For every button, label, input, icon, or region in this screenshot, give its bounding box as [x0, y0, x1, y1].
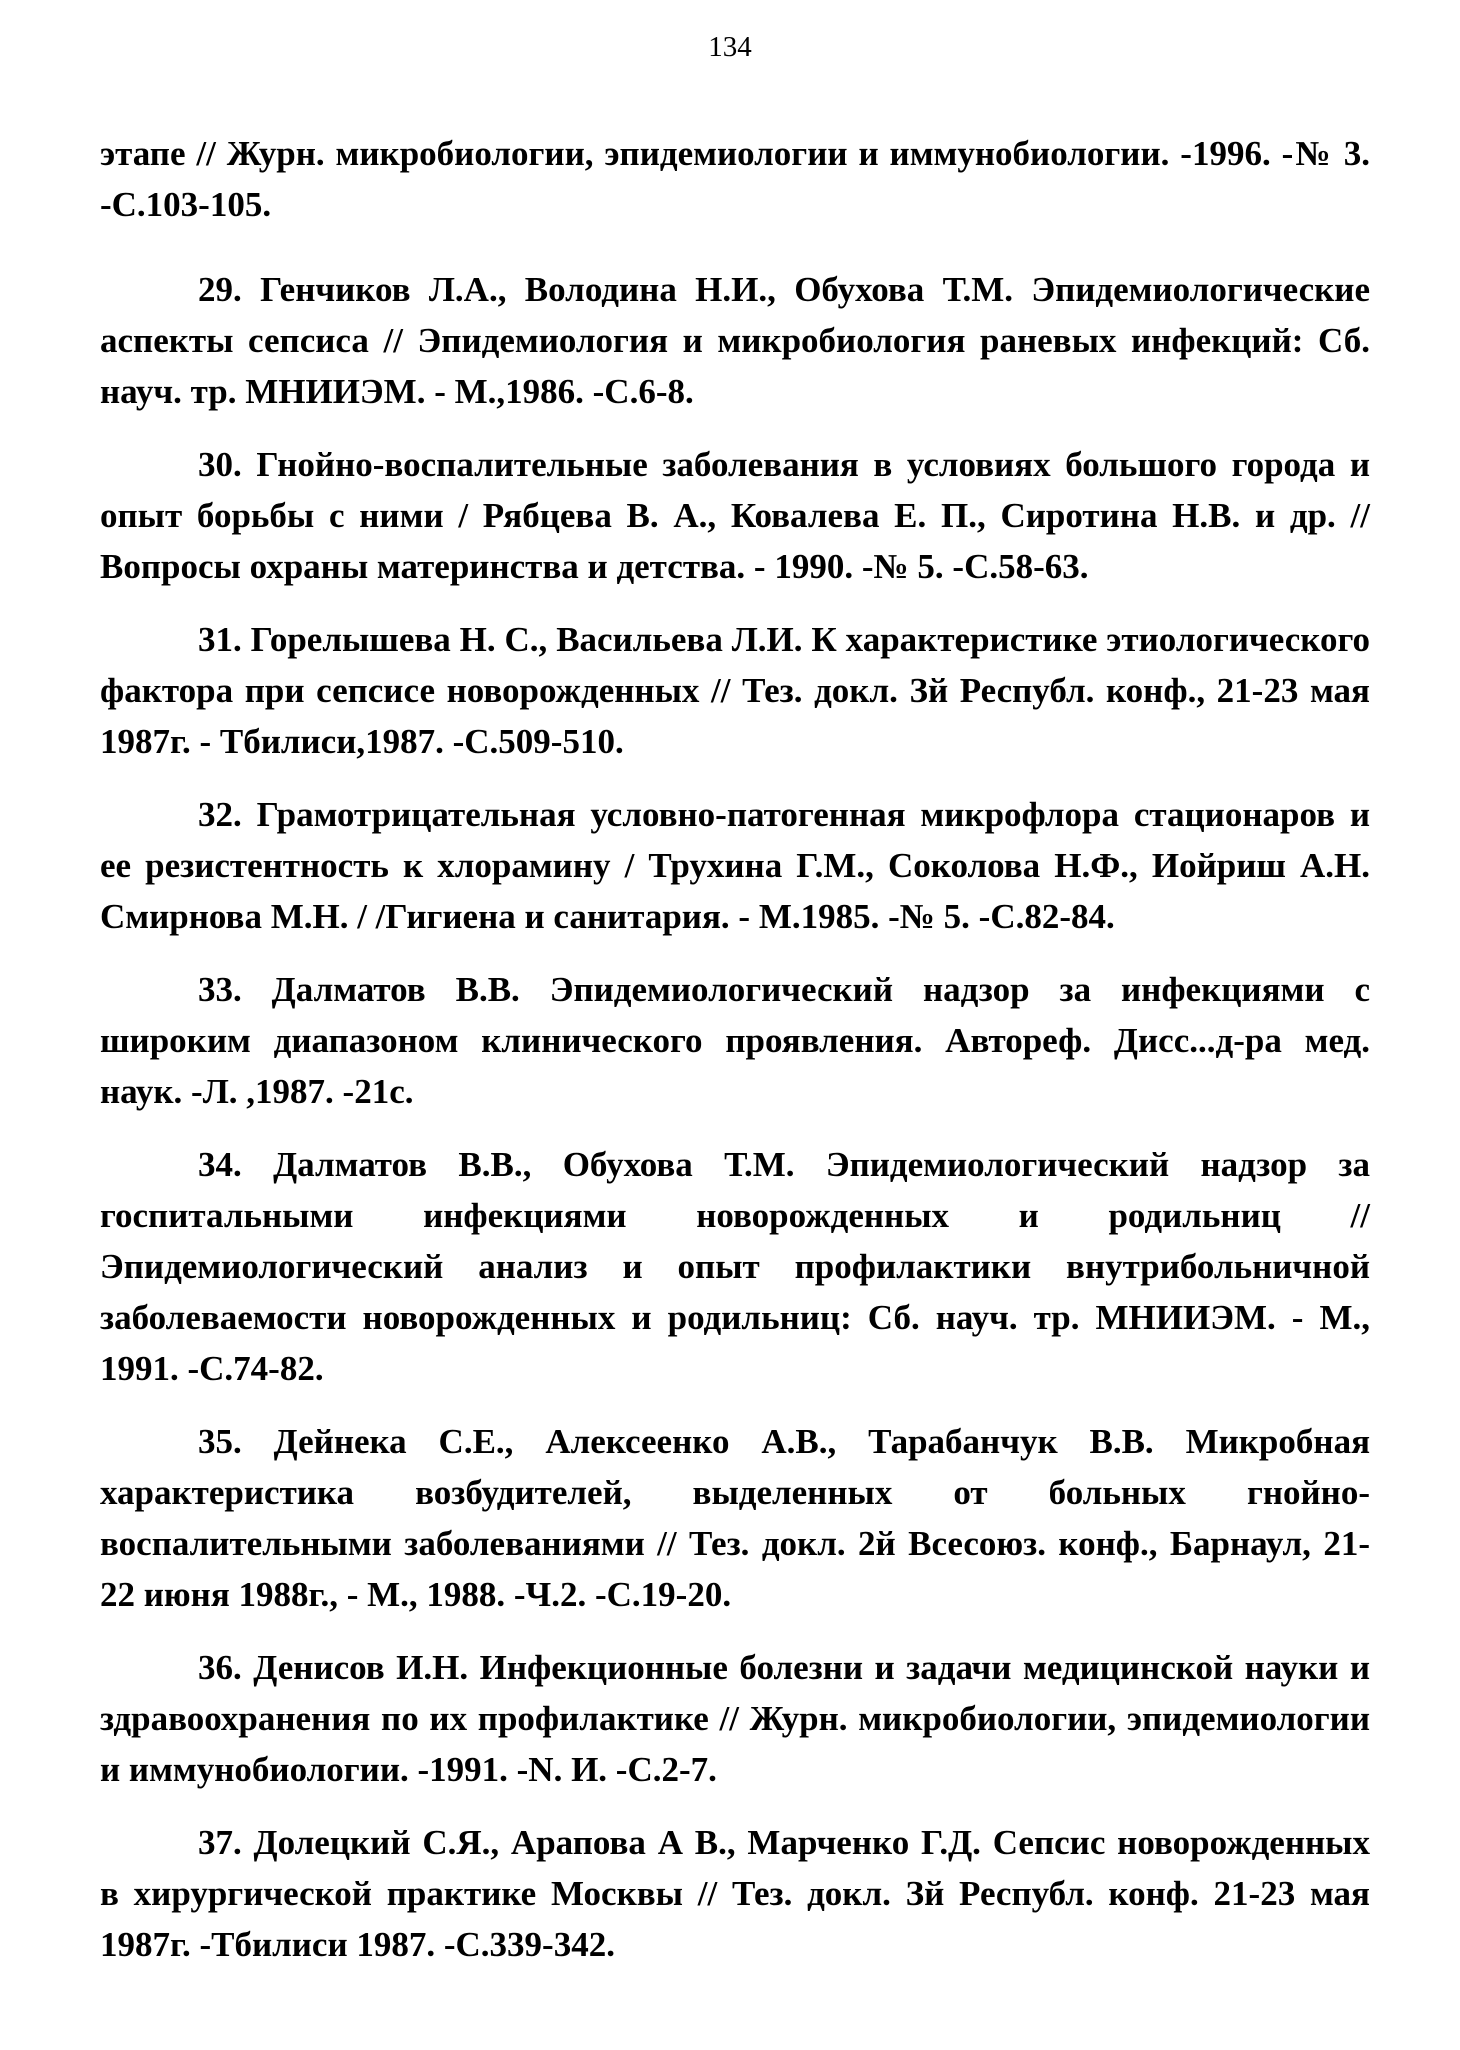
reference-item-31: 31. Горелышева Н. С., Васильева Л.И. К характеристике этиологического фактора при сепсисе новорожденных // Тез. докл. Зй Республ. конф., 21-23 мая 1987г. - Тбилиси,1987. -С.509-510. — [100, 620, 1370, 761]
reference-item-37: 37. Долецкий С.Я., Арапова А В., Марченко Г.Д. Сепсис новорожденных в хирургической практике Москвы // Тез. докл. Зй Республ. конф. 21-23 мая 1987г. -Тбилиси 1987. -С.339-342. — [100, 1823, 1370, 1964]
reference-item-30: 30. Гнойно-воспалительные заболевания в условиях большого города и опыт борьбы с ними / Рябцева В. А., Ковалева Е. П., Сиротина Н.В. и др. // Вопросы охраны материнства и детства. - 1990. -№ 5. -С.58-63. — [100, 445, 1370, 586]
reference-item-36: 36. Денисов И.Н. Инфекционные болезни и задачи медицинской науки и здравоохранения по их профилактике // Журн. микробиологии, эпидемиологии и иммунобиологии. -1991. -N. И. -С.2-7. — [100, 1648, 1370, 1789]
reference-item-32: 32. Грамотрицательная условно-патогенная микрофлора стационаров и ее резистентность к хлорамину / Трухина Г.М., Соколова Н.Ф., Иойриш А.Н. Смирнова М.Н. / /Гигиена и санитария. - М.1985. -№ 5. -С.82-84. — [100, 795, 1370, 936]
reference-continuation: этапе // Журн. микробиологии, эпидемиологии и иммунобиологии. -1996. -№ 3. -С.103-105. — [100, 134, 1370, 224]
reference-item-29: 29. Генчиков Л.А., Володина Н.И., Обухова Т.М. Эпидемиологические аспекты сепсиса // Эпидемиология и микробиология раневых инфекций: Сб. науч. тр. МНИИЭМ. - М.,1986. -С.6-8. — [100, 270, 1370, 411]
reference-item-34: 34. Далматов В.В., Обухова Т.М. Эпидемиологический надзор за госпитальными инфекциями новорожденных и родильниц // Эпидемиологический анализ и опыт профилактики внутрибольничной заболеваемости новорожденных и родильниц: Сб. науч. тр. МНИИЭМ. - М., 1991. -С.74-82. — [100, 1145, 1370, 1388]
page-number: 134 — [708, 31, 752, 63]
reference-item-35: 35. Дейнека С.Е., Алексеенко А.В., Тарабанчук В.В. Микробная характеристика возбудителей, выделенных от больных гнойно-воспалительными заболеваниями // Тез. докл. 2й Всесоюз. конф., Барнаул, 21-22 июня 1988г., - М., 1988. -Ч.2. -С.19-20. — [100, 1422, 1370, 1614]
reference-item-33: 33. Далматов В.В. Эпидемиологический надзор за инфекциями с широким диапазоном клинического проявления. Автореф. Дисс...д-ра мед. наук. -Л. ,1987. -21с. — [100, 970, 1370, 1111]
reference-list — [100, 128, 1370, 1992]
